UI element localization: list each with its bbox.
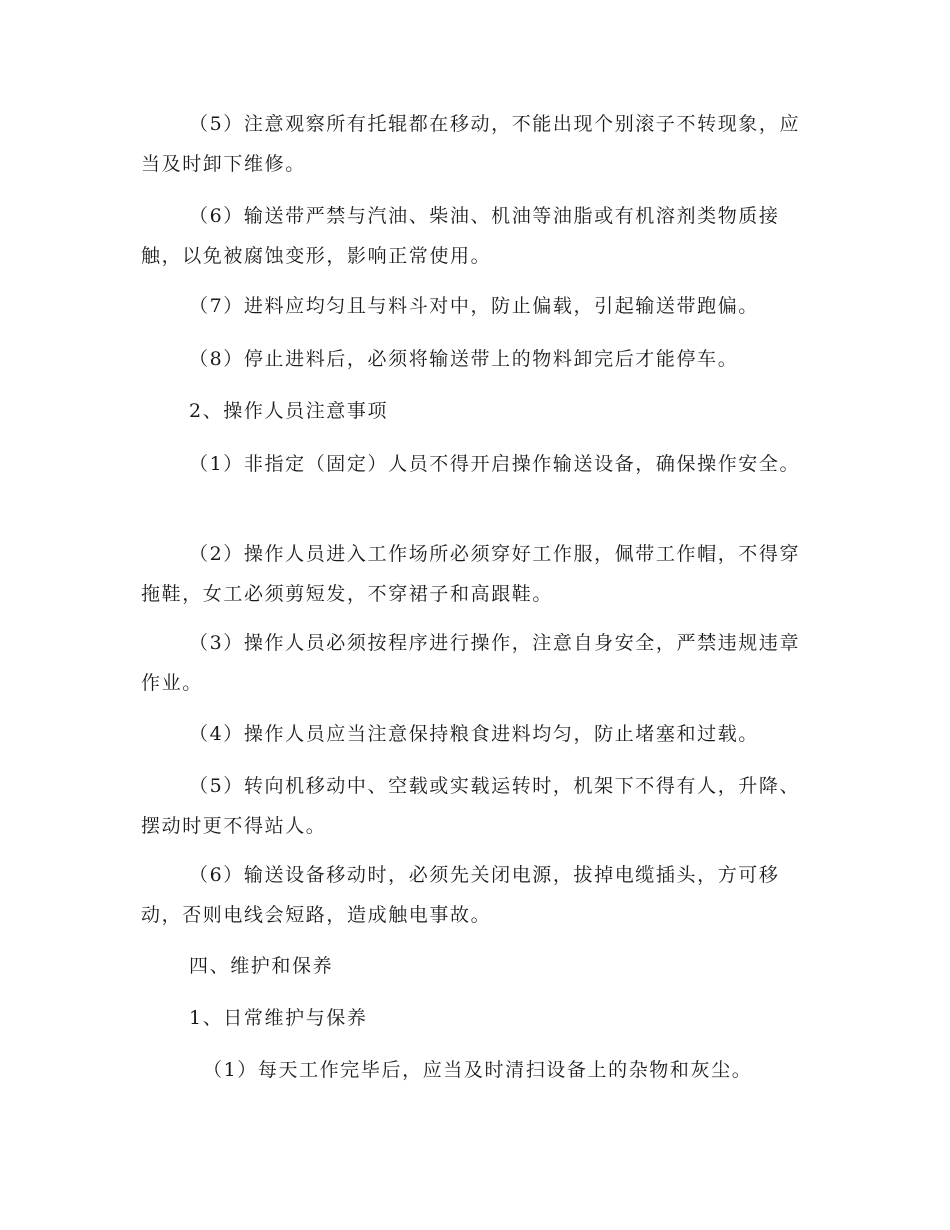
paragraph-maintenance-1: （1）每天工作完毕后，应当及时清扫设备上的杂物和灰尘。: [203, 1059, 753, 1081]
paragraph-operator-4: （4）操作人员应当注意保持粮食进料均匀，防止堵塞和过载。: [189, 723, 759, 745]
paragraph-operator-3: （3）操作人员必须按程序进行操作，注意自身安全，严禁违规违章作业。: [141, 632, 801, 694]
paragraph-operator-2: （2）操作人员进入工作场所必须穿好工作服，佩带工作帽，不得穿拖鞋，女工必须剪短发，不穿裙子和高跟鞋。: [141, 543, 801, 605]
paragraph-operator-6: （6）输送设备移动时，必须先关闭电源，拔掉电缆插头，方可移动，否则电线会短路，造成触电事故。: [141, 864, 780, 926]
section-heading-maintenance: 四、维护和保养: [189, 955, 334, 977]
section-heading-operator-notes: 2、操作人员注意事项: [189, 400, 389, 422]
paragraph-operator-5: （5）转向机移动中、空载或实载运转时，机架下不得有人，升降、摆动时更不得站人。: [141, 775, 801, 837]
paragraph-item-8-stop: （8）停止进料后，必须将输送带上的物料卸完后才能停车。: [189, 348, 739, 370]
subsection-heading-daily-maintenance: 1、日常维护与保养: [189, 1007, 368, 1029]
paragraph-operator-1: （1）非指定（固定）人员不得开启操作输送设备，确保操作安全。: [189, 453, 801, 475]
paragraph-item-7-feeding: （7）进料应均匀且与料斗对中，防止偏载，引起输送带跑偏。: [189, 295, 759, 317]
paragraph-item-6-belt-oil: （6）输送带严禁与汽油、柴油、机油等油脂或有机溶剂类物质接触，以免被腐蚀变形，影响正常使用。: [141, 205, 780, 267]
paragraph-item-5-rollers: （5）注意观察所有托辊都在移动，不能出现个别滚子不转现象，应当及时卸下维修。: [141, 113, 801, 175]
